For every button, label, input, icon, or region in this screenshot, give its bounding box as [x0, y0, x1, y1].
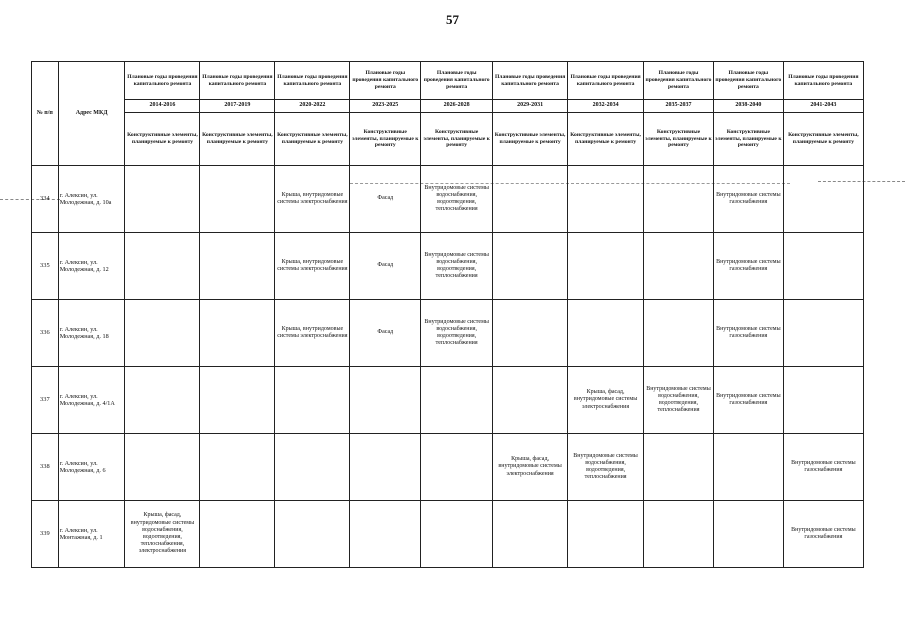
repair-elements-cell: Внутридомовые системы водоснабжения, водоотведения, теплоснабжения — [421, 300, 493, 367]
table-row — [32, 233, 864, 300]
header-period-elements: Конструктивные элементы, планируемые к ремонту — [644, 113, 714, 166]
repair-elements-cell — [200, 233, 275, 300]
header-period-elements: Конструктивные элементы, планируемые к ремонту — [125, 113, 200, 166]
repair-elements-cell — [644, 300, 714, 367]
repair-elements-cell — [644, 233, 714, 300]
row-address: г. Алексин, ул. Молодежная, д. 4/1А — [58, 367, 125, 434]
repair-elements-cell — [644, 434, 714, 501]
repair-elements-cell: Внутридомовые системы газоснабжения — [713, 233, 783, 300]
repair-elements-cell — [783, 233, 863, 300]
header-period-elements: Конструктивные элементы, планируемые к ремонту — [783, 113, 863, 166]
row-number: 335 — [32, 233, 59, 300]
repair-elements-cell — [568, 233, 644, 300]
header-period-years: 2026-2028 — [421, 100, 493, 113]
header-period-years: 2023-2025 — [350, 100, 421, 113]
repair-elements-cell: Внутридомовые системы газоснабжения — [783, 434, 863, 501]
repair-elements-cell: Крыша, внутридомовые системы электроснабжения — [275, 233, 350, 300]
repair-elements-cell — [125, 434, 200, 501]
row-number: 339 — [32, 501, 59, 568]
repair-elements-cell — [568, 501, 644, 568]
repair-elements-cell — [493, 367, 568, 434]
row-number: 336 — [32, 300, 59, 367]
capital-repair-table — [31, 61, 864, 568]
repair-elements-cell — [275, 434, 350, 501]
header-period-years: 2014-2016 — [125, 100, 200, 113]
repair-elements-cell — [125, 300, 200, 367]
repair-elements-cell: Внутридомовые системы газоснабжения — [713, 166, 783, 233]
header-period-years: 2029-2031 — [493, 100, 568, 113]
header-period-title: Плановые годы проведения капитального ремонта — [200, 62, 275, 100]
header-period-elements: Конструктивные элементы, планируемые к ремонту — [421, 113, 493, 166]
repair-elements-cell — [125, 166, 200, 233]
header-period-title: Плановые годы проведения капитального ремонта — [493, 62, 568, 100]
table-row — [32, 367, 864, 434]
header-period-elements: Конструктивные элементы, планируемые к ремонту — [200, 113, 275, 166]
repair-elements-cell: Крыша, фасад, внутридомовые системы электроснабжения — [493, 434, 568, 501]
repair-elements-cell — [713, 434, 783, 501]
repair-elements-cell — [644, 501, 714, 568]
repair-elements-cell — [568, 300, 644, 367]
repair-elements-cell — [125, 233, 200, 300]
repair-elements-cell: Внутридомовые системы водоснабжения, водоотведения, теплоснабжения — [421, 233, 493, 300]
header-period-years: 2038-2040 — [713, 100, 783, 113]
repair-elements-cell: Фасад — [350, 300, 421, 367]
repair-elements-cell: Крыша, внутридомовые системы электроснабжения — [275, 166, 350, 233]
repair-elements-cell — [783, 367, 863, 434]
row-number: 334 — [32, 166, 59, 233]
header-period-title: Плановые годы проведения капитального ремонта — [350, 62, 421, 100]
repair-elements-cell: Крыша, фасад, внутридомовые системы водоснабжения, водоотведения, теплоснабжения, электроснабжения — [125, 501, 200, 568]
repair-elements-cell — [125, 367, 200, 434]
header-period-title: Плановые годы проведения капитального ремонта — [125, 62, 200, 100]
repair-elements-cell — [275, 367, 350, 434]
repair-elements-cell — [421, 367, 493, 434]
repair-elements-cell — [350, 434, 421, 501]
repair-elements-cell — [421, 501, 493, 568]
header-number: № п/п — [32, 62, 59, 166]
row-address: г. Алексин, ул. Молодежная, д. 12 — [58, 233, 125, 300]
repair-elements-cell: Крыша, фасад, внутридомовые системы электроснабжения — [568, 367, 644, 434]
row-number: 337 — [32, 367, 59, 434]
header-period-years: 2020-2022 — [275, 100, 350, 113]
header-period-years: 2035-2037 — [644, 100, 714, 113]
repair-elements-cell: Внутридомовые системы газоснабжения — [783, 501, 863, 568]
row-address: г. Алексин, ул. Молодежная, д. 18 — [58, 300, 125, 367]
header-period-title: Плановые годы проведения капитального ремонта — [783, 62, 863, 100]
header-period-title: Плановые годы проведения капитального ремонта — [568, 62, 644, 100]
header-period-elements: Конструктивные элементы, планируемые к ремонту — [568, 113, 644, 166]
header-period-years: 2032-2034 — [568, 100, 644, 113]
repair-elements-cell — [493, 233, 568, 300]
repair-elements-cell: Внутридомовые системы газоснабжения — [713, 367, 783, 434]
repair-elements-cell: Крыша, внутридомовые системы электроснабжения — [275, 300, 350, 367]
repair-elements-cell: Внутридомовые системы водоснабжения, водоотведения, теплоснабжения — [421, 166, 493, 233]
row-address: г. Алексин, ул. Молодежная, д. 10а — [58, 166, 125, 233]
repair-elements-cell — [493, 300, 568, 367]
header-period-title: Плановые годы проведения капитального ремонта — [713, 62, 783, 100]
row-address: г. Алексин, ул. Молодежная, д. 6 — [58, 434, 125, 501]
repair-elements-cell — [421, 434, 493, 501]
repair-elements-cell — [783, 300, 863, 367]
repair-elements-cell — [350, 501, 421, 568]
row-address: г. Алексин, ул. Монтажная, д. 1 — [58, 501, 125, 568]
table-row — [32, 501, 864, 568]
header-period-title: Плановые годы проведения капитального ремонта — [421, 62, 493, 100]
repair-elements-cell: Фасад — [350, 166, 421, 233]
header-period-years: 2041-2043 — [783, 100, 863, 113]
repair-elements-cell — [350, 367, 421, 434]
repair-elements-cell — [568, 166, 644, 233]
repair-elements-cell: Внутридомовые системы газоснабжения — [713, 300, 783, 367]
repair-elements-cell: Фасад — [350, 233, 421, 300]
repair-elements-cell — [200, 300, 275, 367]
repair-elements-cell: Внутридомовые системы водоснабжения, водоотведения, теплоснабжения — [644, 367, 714, 434]
repair-elements-cell — [783, 166, 863, 233]
repair-elements-cell — [493, 501, 568, 568]
row-number: 338 — [32, 434, 59, 501]
header-period-title: Плановые годы проведения капитального ремонта — [644, 62, 714, 100]
header-period-elements: Конструктивные элементы, планируемые к ремонту — [493, 113, 568, 166]
repair-elements-cell — [644, 166, 714, 233]
page-number: 57 — [446, 12, 459, 27]
header-period-elements: Конструктивные элементы, планируемые к ремонту — [350, 113, 421, 166]
repair-elements-cell — [713, 501, 783, 568]
repair-elements-cell — [200, 501, 275, 568]
header-period-title: Плановые годы проведения капитального ремонта — [275, 62, 350, 100]
repair-elements-cell: Внутридомовые системы водоснабжения, водоотведения, теплоснабжения — [568, 434, 644, 501]
header-period-years: 2017-2019 — [200, 100, 275, 113]
repair-elements-cell — [200, 367, 275, 434]
header-address: Адрес МКД — [58, 62, 125, 166]
table-row — [32, 434, 864, 501]
repair-elements-cell — [275, 501, 350, 568]
table-row — [32, 300, 864, 367]
header-period-elements: Конструктивные элементы, планируемые к ремонту — [713, 113, 783, 166]
table-row — [32, 166, 864, 233]
repair-elements-cell — [493, 166, 568, 233]
repair-elements-cell — [200, 166, 275, 233]
repair-elements-cell — [200, 434, 275, 501]
header-period-elements: Конструктивные элементы, планируемые к ремонту — [275, 113, 350, 166]
